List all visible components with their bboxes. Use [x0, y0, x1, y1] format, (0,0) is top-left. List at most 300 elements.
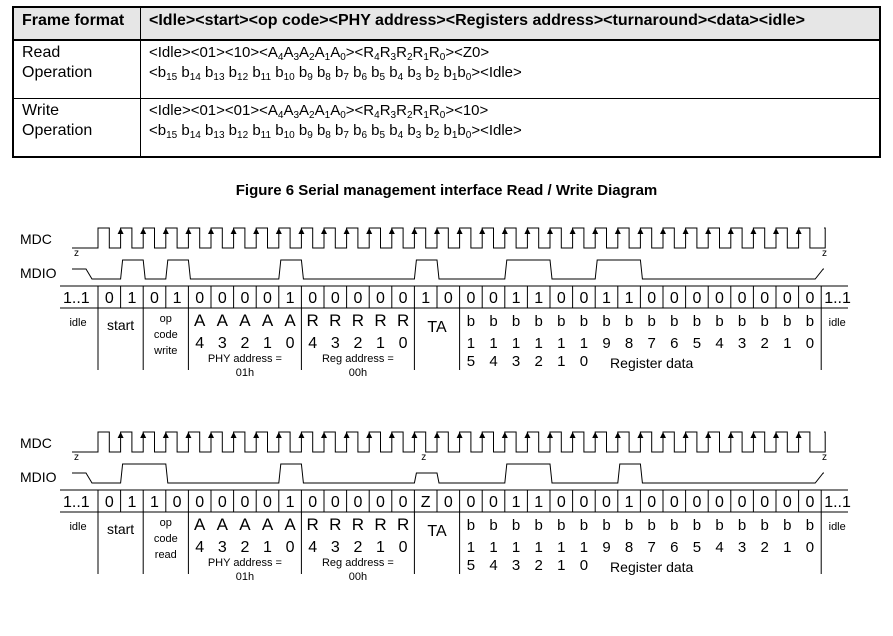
field-data-index-units: 1: [557, 353, 566, 370]
field-data-index-units: 0: [805, 335, 815, 352]
subscript: 0: [439, 110, 446, 122]
rising-edge-arrow: [344, 432, 350, 438]
rising-edge-arrow: [276, 432, 282, 438]
format-text: R: [428, 44, 440, 62]
format-text: A: [330, 102, 341, 120]
format-text: R: [379, 44, 391, 62]
phy-address-caption: 01h: [235, 571, 255, 583]
bit-value: 0: [647, 290, 657, 307]
rising-edge-arrow: [253, 432, 259, 438]
bit-value: 0: [104, 290, 114, 307]
field-phy-address-index: 1: [263, 539, 272, 556]
rising-edge-arrow: [660, 432, 666, 438]
format-text: b: [421, 64, 434, 82]
subscript: 13: [213, 72, 225, 84]
format-text: A: [299, 102, 310, 120]
bit-value: 0: [308, 494, 318, 511]
field-idle-left: idle: [69, 521, 87, 533]
rising-edge-arrow: [276, 228, 282, 234]
field-data-bit: b: [692, 517, 702, 534]
rising-edge-arrow: [118, 432, 124, 438]
subscript: 9: [307, 72, 313, 84]
format-text: b: [177, 64, 190, 82]
format-text: b: [439, 122, 452, 140]
field-opcode: code: [153, 533, 178, 545]
field-phy-address-index: 4: [195, 335, 205, 352]
field-data-index-tens: 1: [534, 539, 543, 556]
rising-edge-arrow: [728, 228, 734, 234]
bit-value: 0: [715, 494, 724, 511]
format-text: ><R: [345, 44, 375, 62]
field-phy-address-bit: A: [216, 515, 228, 534]
field-data-index-tens: 1: [557, 335, 566, 352]
bit-value: 0: [398, 494, 408, 511]
format-text: b: [421, 122, 434, 140]
format-text: R: [379, 102, 391, 120]
field-data-index-units: 7: [647, 539, 656, 556]
mdc-waveform: [72, 432, 825, 452]
format-text: <b: [149, 122, 167, 140]
field-data-index-units: 4: [489, 557, 498, 574]
field-reg-address-bit: R: [329, 311, 342, 330]
idle-bits-left: 1..1: [63, 290, 90, 307]
rising-edge-arrow: [750, 432, 756, 438]
subscript: 4: [277, 52, 284, 64]
bit-value: 0: [737, 290, 747, 307]
field-data-bit: b: [534, 517, 543, 534]
field-data-index-units: 2: [760, 335, 769, 352]
bit-value: 0: [489, 494, 498, 511]
bit-value: 0: [240, 290, 250, 307]
format-text: b: [200, 122, 214, 140]
bit-value: 0: [263, 290, 272, 307]
rising-edge-arrow: [705, 432, 711, 438]
reg-address-caption: Reg address =: [321, 353, 394, 365]
rising-edge-arrow: [208, 228, 214, 234]
bit-value: 0: [443, 494, 453, 511]
field-reg-address-index: 3: [330, 539, 340, 556]
field-turnaround: TA: [427, 319, 447, 336]
field-reg-address-index: 0: [398, 335, 408, 352]
subscript: 0: [340, 52, 346, 64]
field-start: start: [106, 521, 135, 537]
format-text: b: [271, 122, 284, 140]
rising-edge-arrow: [479, 432, 485, 438]
format-text: R: [396, 102, 407, 120]
rising-edge-arrow: [705, 228, 711, 234]
register-data-caption: Register data: [610, 559, 694, 575]
format-text: ><Idle>: [471, 64, 522, 82]
field-data-bit: b: [692, 313, 702, 330]
field-opcode: code: [153, 329, 178, 341]
rising-edge-arrow: [479, 228, 485, 234]
field-data-bit: b: [647, 517, 656, 534]
format-text: b: [224, 64, 238, 82]
subscript: 1: [451, 72, 458, 84]
subscript: 12: [237, 72, 249, 84]
z-marker: z: [421, 452, 427, 463]
field-data-bit: b: [624, 517, 634, 534]
format-text: b: [271, 64, 284, 82]
subscript: 2: [406, 52, 413, 64]
format-text: R: [396, 44, 407, 62]
rising-edge-arrow: [660, 228, 666, 234]
bit-value: 1: [421, 290, 431, 307]
rising-edge-arrow: [231, 432, 237, 438]
field-reg-address-bit: R: [374, 311, 387, 330]
field-data-index-units: 0: [805, 539, 815, 556]
field-data-index-units: 2: [760, 539, 769, 556]
rising-edge-arrow: [185, 228, 191, 234]
field-data-index-units: 8: [624, 335, 634, 352]
rising-edge-arrow: [683, 228, 689, 234]
rising-edge-arrow: [366, 228, 372, 234]
subscript: 2: [309, 52, 315, 64]
bit-value: 0: [330, 494, 340, 511]
field-data-index-tens: 1: [534, 335, 543, 352]
field-data-bit: b: [783, 313, 792, 330]
field-reg-address-bit: R: [306, 515, 319, 534]
bit-value: 0: [760, 290, 770, 307]
format-text: b: [248, 122, 261, 140]
bit-value: 0: [353, 290, 363, 307]
field-reg-address-bit: R: [351, 515, 365, 534]
field-data-bit: b: [511, 313, 521, 330]
field-data-index-units: 4: [715, 335, 724, 352]
format-text: R: [412, 44, 424, 62]
subscript: 13: [213, 130, 225, 142]
format-text: <Idle><01><10><A: [149, 44, 278, 62]
subscript: 15: [166, 72, 178, 84]
field-reg-address-bit: R: [329, 515, 342, 534]
rising-edge-arrow: [637, 432, 643, 438]
field-phy-address-bit: A: [284, 311, 296, 330]
format-text: ><Z0>: [445, 44, 490, 62]
bit-value: 0: [353, 494, 363, 511]
rising-edge-arrow: [570, 228, 576, 234]
field-data-index-tens: 1: [511, 539, 521, 556]
bit-value: 0: [692, 290, 702, 307]
format-text: A: [330, 44, 341, 62]
phy-address-caption: 01h: [235, 367, 255, 379]
subscript: 4: [374, 52, 380, 64]
bit-value: 1: [624, 494, 634, 511]
field-opcode: op: [159, 313, 172, 325]
field-data-index-units: 0: [579, 353, 589, 370]
read-operation-label: Read Operation: [13, 40, 141, 98]
format-text: b: [367, 122, 380, 140]
rising-edge-arrow: [547, 228, 553, 234]
field-data-index-units: 5: [466, 557, 476, 574]
subscript: 8: [325, 130, 331, 142]
bit-value: 0: [692, 494, 702, 511]
mdc-label: MDC: [20, 231, 52, 247]
field-data-index-units: 8: [624, 539, 634, 556]
format-text: A: [314, 102, 325, 120]
format-text: b: [457, 122, 466, 140]
field-data-index-units: 9: [602, 335, 611, 352]
bit-value: 0: [217, 494, 227, 511]
field-reg-address-index: 0: [398, 539, 408, 556]
format-text: b: [248, 64, 261, 82]
field-data-bit: b: [624, 313, 634, 330]
field-data-index-units: 3: [511, 557, 521, 574]
subscript: 9: [307, 130, 313, 142]
field-data-bit: b: [760, 313, 769, 330]
field-data-bit: b: [647, 313, 656, 330]
field-turnaround: TA: [427, 523, 447, 540]
subscript: 3: [390, 110, 397, 122]
format-text: b: [348, 64, 362, 82]
rising-edge-arrow: [434, 228, 440, 234]
mdc-waveform: [72, 228, 825, 248]
subscript: 3: [293, 52, 300, 64]
format-text: A: [299, 44, 310, 62]
field-reg-address-bit: R: [374, 515, 387, 534]
bit-value: 1: [285, 290, 295, 307]
field-data-bit: b: [805, 517, 815, 534]
rising-edge-arrow: [796, 432, 802, 438]
mdio-waveform: [72, 260, 824, 279]
format-text: R: [428, 102, 440, 120]
field-data-bit: b: [602, 313, 611, 330]
bit-value: 1: [127, 494, 137, 511]
rising-edge-arrow: [592, 432, 598, 438]
bit-value: 0: [195, 290, 205, 307]
field-data-bit: b: [760, 517, 769, 534]
bit-value: 0: [443, 290, 453, 307]
rising-edge-arrow: [796, 228, 802, 234]
field-data-bit: b: [715, 517, 724, 534]
field-data-index-units: 7: [647, 335, 656, 352]
format-text: b: [312, 122, 326, 140]
reg-address-caption: Reg address =: [321, 557, 394, 569]
field-data-index-units: 1: [783, 539, 792, 556]
format-text: b: [403, 122, 416, 140]
field-data-index-units: 5: [466, 353, 476, 370]
rising-edge-arrow: [185, 432, 191, 438]
rising-edge-arrow: [389, 432, 395, 438]
field-data-bit: b: [670, 517, 679, 534]
read-diagram: [20, 432, 851, 583]
rising-edge-arrow: [750, 228, 756, 234]
format-text: A: [283, 44, 294, 62]
format-text: ><Idle>: [471, 122, 522, 140]
bit-value: 0: [466, 290, 476, 307]
field-data-index-tens: 1: [511, 335, 521, 352]
bit-value: 0: [579, 290, 589, 307]
subscript: 11: [260, 72, 272, 84]
rising-edge-arrow: [547, 432, 553, 438]
bit-value: 0: [172, 494, 182, 511]
rising-edge-arrow: [253, 228, 259, 234]
bit-value: 0: [308, 290, 318, 307]
subscript: 3: [390, 52, 397, 64]
field-reg-address-index: 4: [308, 539, 318, 556]
field-start: start: [106, 317, 135, 333]
bit-value: 0: [805, 494, 815, 511]
field-phy-address-bit: A: [239, 311, 251, 330]
field-reg-address-index: 3: [330, 335, 340, 352]
field-phy-address-index: 2: [240, 335, 250, 352]
format-text: b: [177, 122, 190, 140]
rising-edge-arrow: [321, 228, 327, 234]
register-data-caption: Register data: [610, 355, 694, 371]
subscript: 6: [361, 72, 368, 84]
subscript: 4: [374, 110, 380, 122]
format-text: b: [200, 64, 214, 82]
field-data-index-units: 5: [692, 335, 702, 352]
subscript: 0: [465, 72, 472, 84]
subscript: 2: [433, 130, 440, 142]
rising-edge-arrow: [524, 228, 530, 234]
field-data-index-tens: 1: [466, 539, 476, 556]
frame-format-heading: Frame format: [13, 7, 141, 40]
bit-value: 0: [760, 494, 770, 511]
subscript: 3: [415, 72, 422, 84]
field-reg-address-index: 2: [353, 539, 363, 556]
rising-edge-arrow: [140, 228, 146, 234]
bit-value: 0: [556, 290, 566, 307]
rising-edge-arrow: [773, 432, 779, 438]
mdio-waveform: [72, 464, 824, 483]
rising-edge-arrow: [118, 228, 124, 234]
subscript: 15: [166, 130, 178, 142]
field-data-bit: b: [715, 313, 724, 330]
field-reg-address-bit: R: [396, 515, 410, 534]
format-text: b: [330, 64, 344, 82]
subscript: 12: [237, 130, 249, 142]
subscript: 1: [324, 52, 331, 64]
field-phy-address-bit: A: [216, 311, 228, 330]
field-phy-address-bit: A: [261, 311, 274, 330]
bit-value: 0: [330, 290, 340, 307]
format-text: b: [312, 64, 326, 82]
field-phy-address-index: 0: [285, 335, 295, 352]
field-reg-address-index: 4: [308, 335, 318, 352]
format-text: b: [348, 122, 362, 140]
bit-value: 0: [782, 290, 792, 307]
subscript: 1: [324, 110, 331, 122]
rising-edge-arrow: [163, 228, 169, 234]
rising-edge-arrow: [502, 432, 508, 438]
subscript: 4: [397, 130, 404, 142]
field-data-bit: b: [602, 517, 611, 534]
field-phy-address-index: 1: [263, 335, 272, 352]
bit-value: 0: [669, 290, 679, 307]
subscript: 4: [397, 72, 404, 84]
subscript: 2: [309, 110, 315, 122]
bit-value: 0: [669, 494, 679, 511]
field-data-index-tens: 1: [489, 335, 498, 352]
field-phy-address-index: 3: [217, 539, 227, 556]
field-data-index-units: 9: [602, 539, 611, 556]
rising-edge-arrow: [389, 228, 395, 234]
z-marker: z: [822, 248, 827, 259]
field-phy-address-bit: A: [194, 311, 206, 330]
field-opcode: op: [159, 517, 172, 529]
bit-value: 1: [511, 290, 521, 307]
field-phy-address-bit: A: [284, 515, 296, 534]
field-data-bit: b: [670, 313, 679, 330]
subscript: 14: [189, 130, 201, 142]
rising-edge-arrow: [344, 228, 350, 234]
idle-bits-right: 1..1: [824, 290, 851, 307]
field-data-bit: b: [579, 313, 589, 330]
field-phy-address-bit: A: [239, 515, 251, 534]
subscript: 2: [433, 72, 440, 84]
subscript: 1: [451, 130, 458, 142]
write-operation-label: Write Operation: [13, 99, 141, 157]
field-data-index-units: 0: [579, 557, 589, 574]
field-data-index-tens: 1: [579, 539, 589, 556]
field-data-bit: b: [511, 517, 521, 534]
format-text: b: [367, 64, 380, 82]
format-text: b: [385, 122, 398, 140]
format-text: ><10>: [445, 102, 489, 120]
format-text: b: [294, 122, 308, 140]
format-text: b: [385, 64, 398, 82]
rising-edge-arrow: [570, 432, 576, 438]
field-data-index-units: 6: [670, 335, 679, 352]
field-reg-address-bit: R: [351, 311, 365, 330]
subscript: 10: [283, 130, 295, 142]
field-data-bit: b: [466, 517, 476, 534]
format-text: ><R: [345, 102, 375, 120]
subscript: 6: [361, 130, 368, 142]
format-text: b: [457, 64, 466, 82]
mdio-label: MDIO: [20, 469, 57, 485]
bit-value: 1: [624, 290, 634, 307]
field-data-index-tens: 1: [489, 539, 498, 556]
format-text: R: [412, 102, 424, 120]
field-data-index-tens: 1: [466, 335, 476, 352]
z-marker: z: [74, 248, 79, 259]
rising-edge-arrow: [140, 432, 146, 438]
subscript: 8: [325, 72, 331, 84]
rising-edge-arrow: [434, 432, 440, 438]
field-data-bit: b: [557, 517, 566, 534]
format-text: <Idle><01><01><A: [149, 102, 278, 120]
bit-value: 0: [466, 494, 476, 511]
bit-value: 0: [195, 494, 205, 511]
subscript: 5: [379, 72, 386, 84]
field-data-bit: b: [737, 517, 747, 534]
write-diagram: [20, 228, 851, 379]
field-data-index-units: 4: [715, 539, 724, 556]
subscript: 7: [343, 130, 349, 142]
bit-value: 0: [782, 494, 792, 511]
subscript: 7: [343, 72, 349, 84]
idle-bits-left: 1..1: [63, 494, 90, 511]
rising-edge-arrow: [637, 228, 643, 234]
field-data-bit: b: [737, 313, 747, 330]
bit-value: 0: [217, 290, 227, 307]
rising-edge-arrow: [615, 228, 621, 234]
format-text: b: [224, 122, 238, 140]
bit-value: Z: [420, 494, 431, 511]
field-data-bit: b: [557, 313, 566, 330]
bit-value: 0: [647, 494, 657, 511]
z-marker: z: [822, 452, 827, 463]
subscript: 5: [379, 130, 386, 142]
field-reg-address-index: 1: [376, 539, 385, 556]
field-data-bit: b: [534, 313, 543, 330]
subscript: 4: [277, 110, 284, 122]
bit-value: 0: [715, 290, 724, 307]
field-reg-address-index: 1: [376, 335, 385, 352]
field-data-index-units: 5: [692, 539, 702, 556]
